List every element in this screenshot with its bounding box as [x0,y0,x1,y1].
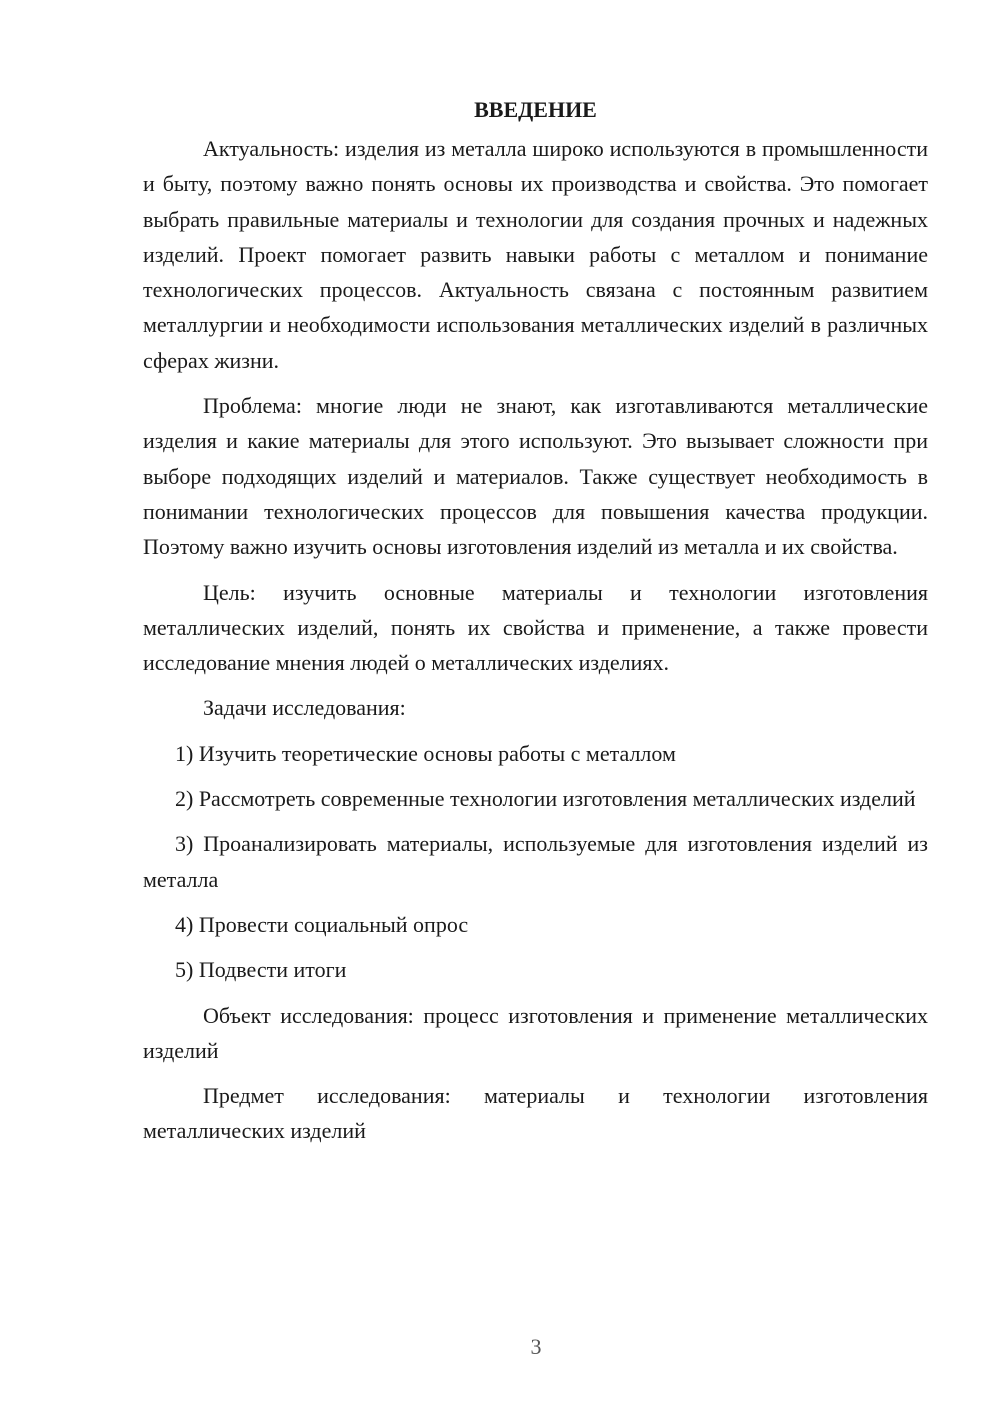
paragraph-relevance: Актуальность: изделия из металла широко используются в промышленности и быту, поэтому важно понять основы их производства и свойства. Это помогает выбрать правильные материалы и технологии для создания прочных и надежных изделий. Проект помогает развить навыки работы с металлом и понимание технологических процессов. Актуальность связана с постоянным развитием металлургии и необходимости использования металлических изделий в различных сферах жизни. [143,136,928,373]
paragraph-object: Объект исследования: процесс изготовления и применение металлических изделий [143,1002,928,1063]
task-item-2: 2) Рассмотреть современные технологии изготовления металлических изделий [175,786,916,812]
task-item-3: 3) Проанализировать материалы, используемые для изготовления изделий из металла [143,831,928,892]
document-page [143,92,928,1159]
task-item-4: 4) Провести социальный опрос [175,911,469,937]
task-item-1: 1) Изучить теоретические основы работы с металлом [175,740,676,766]
paragraph-goal: Цель: изучить основные материалы и технологии изготовления металлических изделий, понять их свойства и применение, а также провести исследование мнения людей о металлических изделиях. [143,579,928,676]
tasks-heading: Задачи исследования: [203,695,406,721]
paragraph-subject: Предмет исследования: материалы и технологии изготовления металлических изделий [143,1083,928,1144]
page-number: 3 [530,1334,542,1359]
paragraph-problem: Проблема: многие люди не знают, как изготавливаются металлические изделия и какие материалы для этого используют. Это вызывает сложности при выборе подходящих изделий и материалов. Также существует необходимость в понимании технологических процессов для повышения качества продукции. Поэтому важно изучить основы изготовления изделий из металла и их свойства. [143,393,928,560]
page-title: ВВЕДЕНИЕ [474,97,597,122]
task-item-5: 5) Подвести итоги [175,957,347,983]
